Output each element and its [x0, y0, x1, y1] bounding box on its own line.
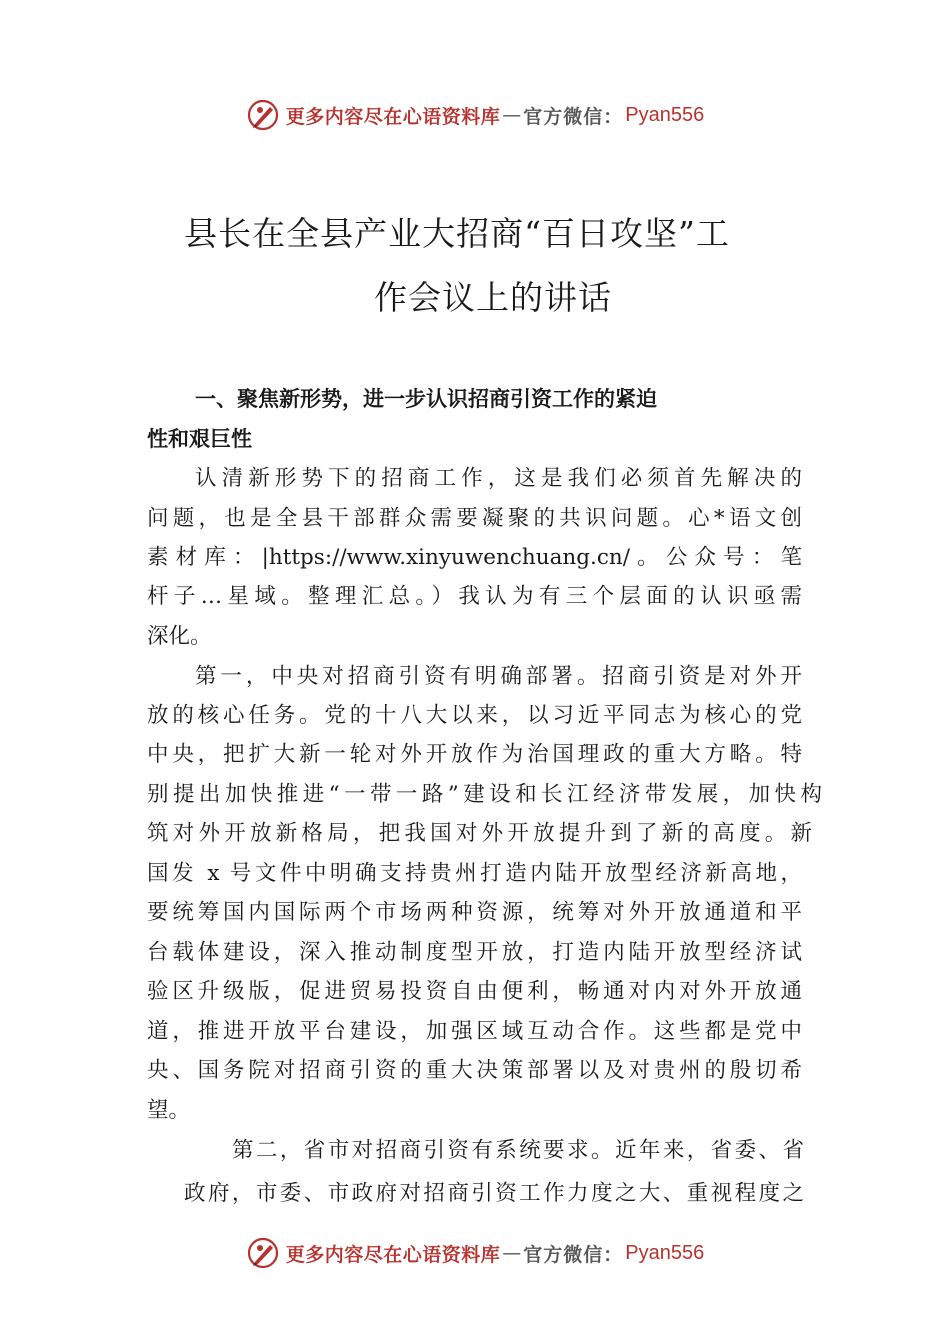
paragraph-line: 政府，市委、市政府对招商引资工作力度之大、重视程度之: [184, 1181, 804, 1206]
paragraph-line: 国发 x 号文件中明确支持贵州打造内陆开放型经济新高地，: [147, 861, 802, 886]
banner-wechat-id: Pyan556: [625, 103, 705, 126]
paragraph-line: 放的核心任务。党的十八大以来，以习近平同志为核心的党: [147, 703, 802, 728]
banner-text: 更多内容尽在心语资料库: [285, 105, 501, 128]
paragraph-line: 望。: [147, 1098, 191, 1123]
paragraph-line: 别提出加快推进“一带一路”建设和长江经济带发展，加快构: [147, 782, 822, 807]
pen-logo-icon: [246, 98, 280, 132]
paragraph-line: 认清新形势下的招商工作，这是我们必须首先解决的: [195, 466, 802, 491]
document-title-line-1: 县长在全县产业大招商“百日攻坚”工: [184, 214, 730, 253]
banner-separator: —: [502, 104, 522, 126]
banner-wechat-id: Pyan556: [625, 1241, 705, 1264]
paragraph-line: 深化。: [147, 624, 212, 649]
paragraph-line: 台载体建设，深入推动制度型开放，打造内陆开放型经济试: [147, 940, 802, 965]
paragraph-line: 问题，也是全县干部群众需要凝聚的共识问题。心*语文创: [147, 506, 802, 531]
banner-text: 更多内容尽在心语资料库: [285, 1243, 501, 1266]
paragraph-line: 素材库：|https://www.xinyuwenchuang.cn/。公众号：笔: [147, 545, 802, 570]
paragraph-line: 第一，中央对招商引资有明确部署。招商引资是对外开: [195, 664, 802, 689]
banner-wechat-label: 官方微信：: [523, 1243, 624, 1266]
paragraph-line: 道，推进开放平台建设，加强区域互动合作。这些都是党中: [147, 1019, 802, 1044]
paragraph-line: 筑对外开放新格局，把我国对外开放提升到了新的高度。新: [147, 821, 812, 846]
pen-logo-icon: [246, 1236, 280, 1270]
document-title-line-2: 作会议上的讲话: [374, 278, 612, 317]
banner-wechat-label: 官方微信：: [523, 105, 624, 128]
paragraph-line: 第二，省市对招商引资有系统要求。近年来，省委、省: [232, 1138, 804, 1163]
paragraph-line: 要统筹国内国际两个市场两种资源，统筹对外开放通道和平: [147, 900, 802, 925]
section-heading-line-1: 一、聚焦新形势，进一步认识招商引资工作的紧迫: [195, 387, 657, 411]
footer-watermark-banner: [0, 1233, 950, 1273]
section-heading-line-2: 性和艰巨性: [147, 427, 252, 451]
paragraph-line: 杆子…星域。整理汇总。）我认为有三个层面的认识亟需: [147, 584, 802, 609]
header-watermark-banner: [0, 95, 950, 135]
paragraph-line: 央、国务院对招商引资的重大决策部署以及对贵州的殷切希: [147, 1058, 802, 1083]
paragraph-line: 中央，把扩大新一轮对外开放作为治国理政的重大方略。特: [147, 742, 802, 767]
banner-separator: —: [502, 1242, 522, 1264]
paragraph-line: 验区升级版，促进贸易投资自由便利，畅通对内对外开放通: [147, 979, 802, 1004]
